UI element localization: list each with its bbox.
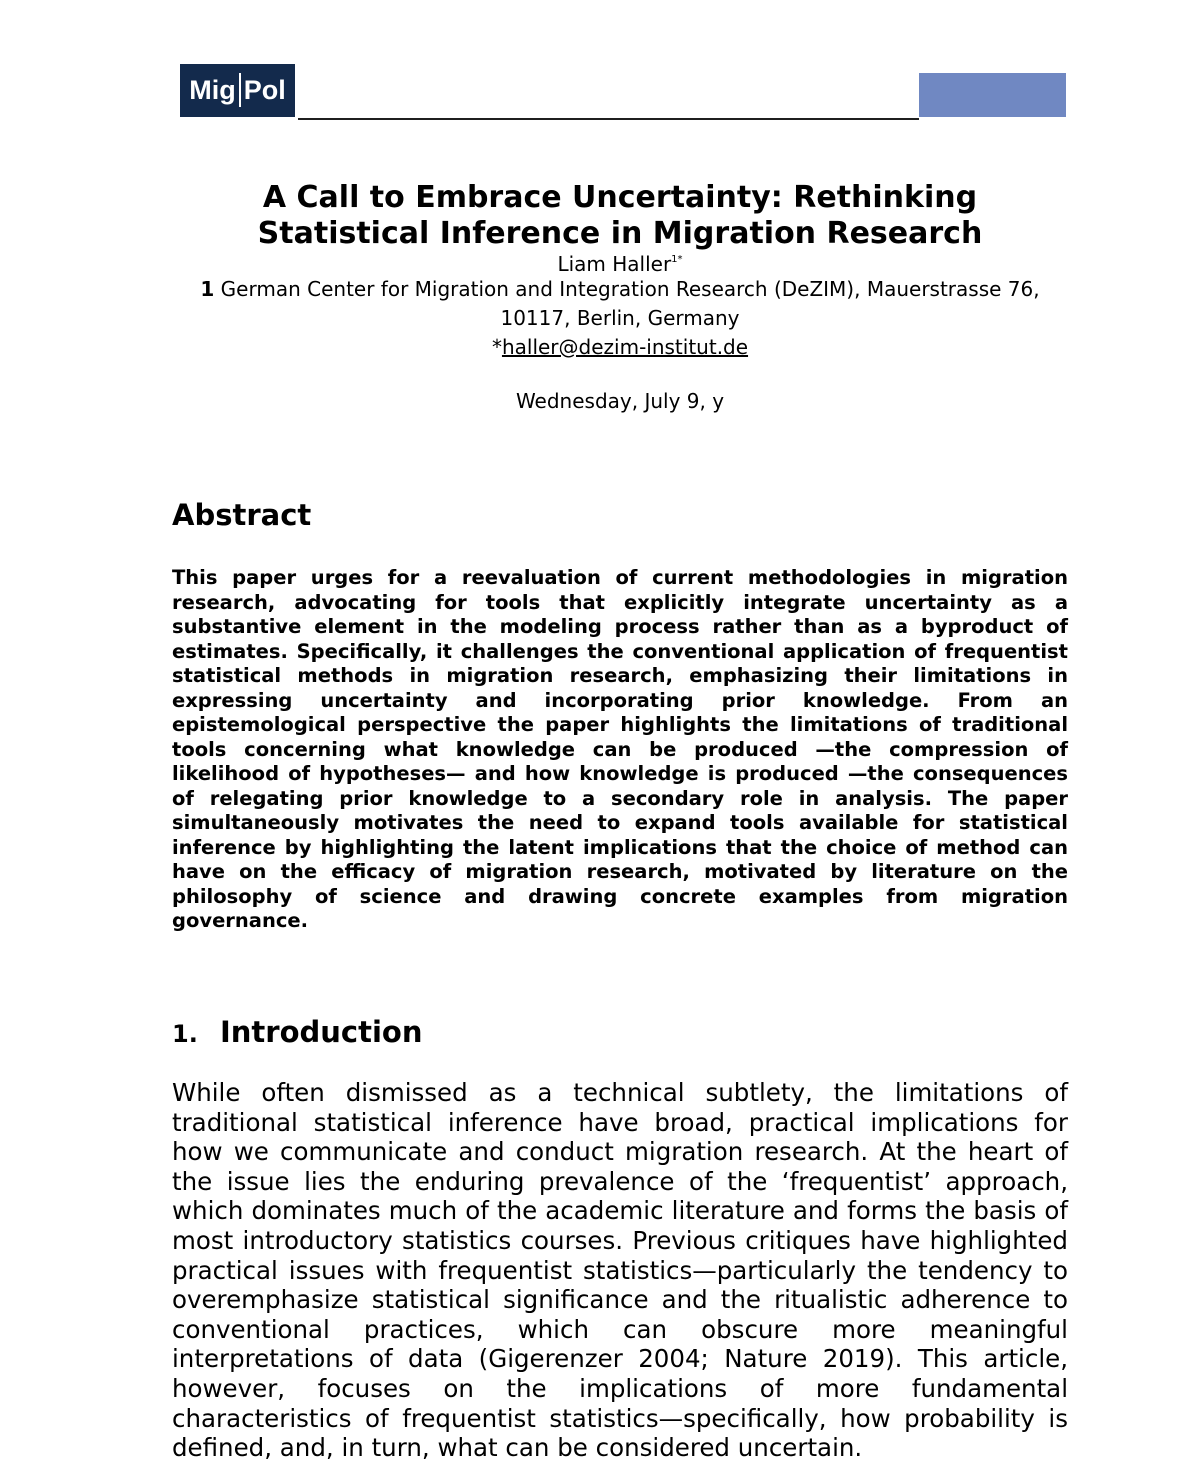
abstract-heading: Abstract [172, 498, 312, 532]
author-marker: 1* [671, 254, 683, 265]
section-title: Introduction [220, 1015, 423, 1049]
author-line [172, 251, 1068, 277]
affiliation [172, 275, 1068, 333]
logo-divider [239, 73, 241, 107]
contact-prefix: * [491, 335, 502, 359]
contact-line [172, 334, 1068, 360]
affiliation-text: German Center for Migration and Integration Research (DeZIM), Mauerstrasse 76, 10117, Berlin, Germany [220, 277, 1040, 330]
logo-text-left: Mig [189, 75, 236, 105]
abstract-text: This paper urges for a reevaluation of current methodologies in migration research, advocating for tools that explicitly integrate uncertainty as a substantive element in the modeling process rather than as a byproduct of estimates. Specifically, it challenges the conventional application of frequentist statistical methods in migration research, emphasizing their limitations in expressing uncertainty and incorporating prior knowledge. From an epistemological perspective the paper highlights the limitations of traditional tools concerning what knowledge can be produced —the compression of likelihood of hypotheses— and how knowledge is produced —the consequences of relegating prior knowledge to a secondary role in analysis. The paper simultaneously motivates the need to expand tools available for statistical inference by highlighting the latent implications that the choice of method can have on the efficacy of migration research, motivated by literature on the philosophy of science and drawing concrete examples from migration governance. [172, 566, 1068, 932]
migpol-logo [180, 64, 295, 117]
author-name: Liam Haller [557, 252, 672, 276]
introduction-heading [172, 1012, 423, 1054]
email-link[interactable]: haller@dezim-institut.de [501, 335, 749, 359]
affiliation-number: 1 [200, 277, 215, 301]
logo-text-right: Pol [243, 75, 286, 105]
header-accent-block [919, 73, 1066, 117]
date: Wednesday, July 9, y [515, 389, 725, 413]
paper-title: A Call to Embrace Uncertainty: Rethinking Statistical Inference in Migration Research [257, 180, 983, 251]
introduction-text: While often dismissed as a technical subtlety, the limitations of traditional statistical inference have broad, practical implications for how we communicate and conduct migration research. At the heart of the issue lies the enduring prevalence of the ‘frequentist’ approach, which dominates much of the academic literature and forms the basis of most introductory statistics courses. Previous critiques have highlighted practical issues with frequentist statistics—particularly the tendency to overemphasize statistical significance and the ritualistic adherence to conventional practices, which can obscure more meaningful interpretations of data (Gigerenzer 2004; Nature 2019). This article, however, focuses on the implications of more fundamental characteristics of frequentist statistics—specifically, how probability is defined, and, in turn, what can be considered uncertain. [172, 1078, 1068, 1463]
section-number: 1. [172, 1020, 198, 1048]
header-rule [298, 118, 919, 120]
